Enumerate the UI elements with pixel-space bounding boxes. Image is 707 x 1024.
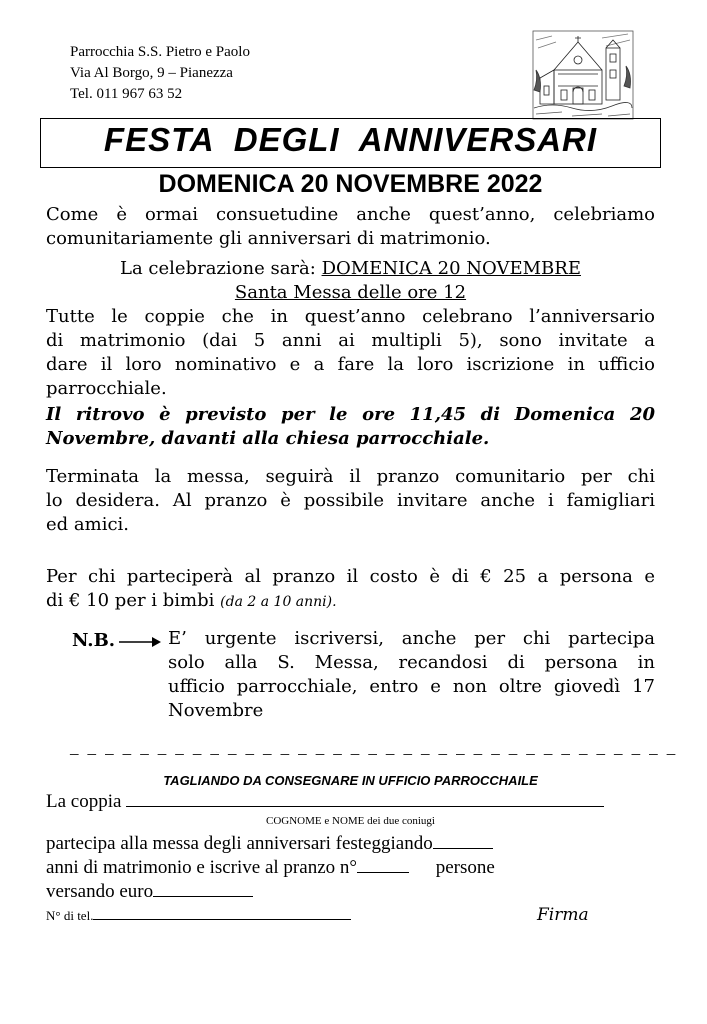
meeting-paragraph xyxy=(46,403,655,451)
signature-label: Firma xyxy=(537,905,589,925)
meeting-line: Il ritrovo è previsto per le ore 11,45 di Domenica 20 xyxy=(46,404,655,425)
celebration-prefix: La celebrazione sarà: xyxy=(120,258,322,279)
date-heading: DOMENICA 20 NOVEMBRE 2022 xyxy=(158,170,543,198)
couple-hint: COGNOME e NOME dei due coniugi xyxy=(266,815,435,827)
years-field[interactable] xyxy=(433,848,493,849)
mass-time: Santa Messa delle ore 12 xyxy=(234,282,467,303)
church-sketch-icon xyxy=(532,30,634,120)
phone-field[interactable] xyxy=(93,919,351,920)
meeting-line: Novembre, davanti alla chiesa parrocchiale. xyxy=(46,428,490,449)
cut-separator: _ _ _ _ _ _ _ _ _ _ _ _ _ _ _ _ _ _ _ _ _ _ _ _ _ _ _ _ _ _ _ _ _ _ _ xyxy=(70,738,678,757)
couples-line: Tutte le coppie che in quest’anno celebrano l’anniversario xyxy=(46,306,655,327)
nb-line: Novembre xyxy=(168,700,264,721)
lunch-row xyxy=(46,857,655,879)
coupon-title: TAGLIANDO DA CONSEGNARE IN UFFICIO PARROCCHAILE xyxy=(163,773,538,788)
couples-line: parrocchiale. xyxy=(46,378,167,399)
cost-paragraph xyxy=(46,565,655,614)
lunch-line: lo desidera. Al pranzo è possibile invitare anche i famigliari xyxy=(46,490,655,511)
mass-line xyxy=(46,281,655,305)
arrow-right-icon xyxy=(118,636,162,648)
parish-phone: Tel. 011 967 63 52 xyxy=(70,86,183,102)
cost-line: Per chi parteciperà al pranzo il costo è di € 25 a persona e xyxy=(46,566,655,587)
cost-line xyxy=(46,589,655,614)
years-text: partecipa alla messa degli anniversari festeggiando xyxy=(46,833,433,854)
intro-paragraph xyxy=(46,203,655,251)
nb-line: solo alla S. Messa, recandosi di persona in xyxy=(168,652,655,673)
intro-line: comunitariamente gli anniversari di matrimonio. xyxy=(46,228,491,249)
phone-row xyxy=(46,908,351,924)
couple-label: La coppia xyxy=(46,791,122,812)
parish-address: Via Al Borgo, 9 – Pianezza xyxy=(70,65,233,81)
amount-row xyxy=(46,881,253,903)
lunch-text: anni di matrimonio e iscrive al pranzo n° xyxy=(46,857,357,878)
persons-text: persone xyxy=(435,857,495,878)
lunch-paragraph xyxy=(46,465,655,537)
celebration-date: DOMENICA 20 NOVEMBRE xyxy=(321,258,581,279)
nb-paragraph xyxy=(168,627,655,723)
couples-line: di matrimonio (dai 5 anni ai multipli 5), sono invitate a xyxy=(46,330,655,351)
phone-label: N° di tel. xyxy=(46,908,94,923)
amount-text: versando euro xyxy=(46,881,154,902)
couple-row xyxy=(46,791,655,813)
nb-label: N.B. xyxy=(72,630,116,651)
lunch-line: ed amici. xyxy=(46,514,130,535)
couple-name-field[interactable] xyxy=(126,806,604,807)
nb-line: ufficio parrocchiale, entro e non oltre giovedì 17 xyxy=(168,676,655,697)
years-row xyxy=(46,833,655,855)
couples-paragraph xyxy=(46,305,655,401)
celebration-line xyxy=(46,257,655,281)
lunch-line: Terminata la messa, seguirà il pranzo comunitario per chi xyxy=(46,466,655,487)
page-title: FESTA DEGLI ANNIVERSARI xyxy=(103,121,598,158)
intro-line: Come è ormai consuetudine anche quest’anno, celebriamo xyxy=(46,204,655,225)
people-count-field[interactable] xyxy=(357,872,409,873)
cost-kids: di € 10 per i bimbi xyxy=(46,590,215,611)
amount-field[interactable] xyxy=(153,896,253,897)
parish-name: Parrocchia S.S. Pietro e Paolo xyxy=(70,44,250,60)
couples-line: dare il loro nominativo e a fare la loro iscrizione in ufficio xyxy=(46,354,655,375)
nb-line: E’ urgente iscriversi, anche per chi partecipa xyxy=(168,628,655,649)
cost-age-note: (da 2 a 10 anni). xyxy=(220,594,337,610)
